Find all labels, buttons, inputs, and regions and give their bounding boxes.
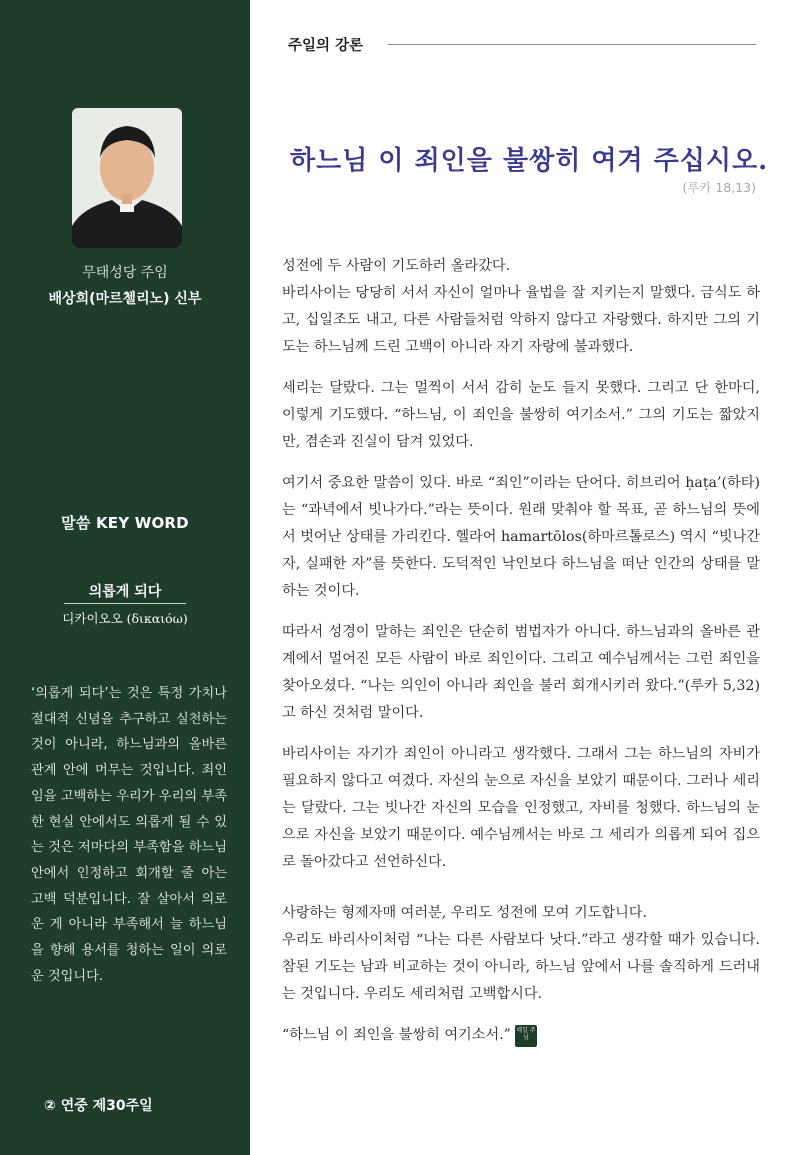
paragraph-1: 성전에 두 사람이 기도하러 올라갔다. 바리사이는 당당히 서서 자신이 얼마나 율법을 잘 지키는지 말했다. 금식도 하고, 십일조도 내고, 다른 사람들처럼 악하지 않다고 자랑했다. 하지만 그의 기도는 하느님께 드린 고백이 아니라 자기 자랑에 불과했다. (282, 258, 760, 355)
section-label: 주일의 강론 (288, 38, 364, 54)
sidebar (0, 0, 250, 1155)
paragraph-5: 바리사이는 자기가 죄인이 아니라고 생각했다. 그래서 그는 하느님의 자비가 필요하지 않다고 여겼다. 자신의 눈으로 자신을 보았기 때문이다. 그러나 세리는 달랐다. 그는 빗나간 자신의 모습을 인정했고, 자비를 청했다. 하느님의 눈으로 자신을 보았기 때문이다. 예수님께서는 바로 그 세리가 의롭게 되어 집으로 돌아갔다고 선언하신다. (282, 746, 760, 870)
paragraph-6: 사랑하는 형제자매 여러분, 우리도 성전에 모여 기도합니다. 우리도 바리사이처럼 “나는 다른 사람보다 낫다.”라고 생각할 때가 있습니다. 참된 기도는 남과 비교하는 것이 아니라, 하느님 앞에서 나를 솔직하게 드러내는 것입니다. 우리도 세리처럼 고백합시다. (282, 905, 760, 1002)
keyword-section-title: 말씀 KEY WORD (61, 514, 189, 532)
closing-line (282, 1022, 760, 1049)
title-reference: (루카 18,13) (682, 180, 756, 195)
header-divider (388, 44, 756, 45)
keyword-divider (64, 603, 186, 604)
paragraph-4: 따라서 성경이 말하는 죄인은 단순히 범법자가 아니다. 하느님과의 올바른 관계에서 멀어진 모든 사람이 바로 죄인이다. 그리고 예수님께서는 그런 죄인을 찾아오셨다. “나는 의인이 아니라 죄인을 불러 회개시키러 왔다.”(루카 5,32)고 하신 것처럼 말이다. (282, 624, 760, 721)
portrait-image (72, 108, 182, 248)
keyword-origin: 디카이오오 (δικαιόω) (62, 611, 188, 626)
page-title: 하느님 이 죄인을 불쌍히 여겨 주십시오. (290, 146, 769, 176)
keyword-explanation: ‘의롭게 되다’는 것은 특정 가치나 절대적 신념을 추구하고 실천하는 것이 아니라, 하느님과의 올바른 관계 안에 머무는 것입니다. 죄인임을 고백하는 우리가 우리의 부족한 현실 안에서도 의롭게 될 수 있는 것은 저마다의 부족함을 하느님 안에서 인정하고 회개할 줄 아는 고백 덕분입니다. 잘 살아서 의로운 게 아니라 부족해서 늘 하느님을 향해 용서를 청하는 일이 의로운 것입니다. (31, 686, 227, 984)
author-role: 무태성당 주임 (82, 265, 168, 281)
paragraph-2: 세리는 달랐다. 그는 멀찍이 서서 감히 눈도 들지 못했다. 그리고 단 한마디, 이렇게 기도했다. “하느님, 이 죄인을 불쌍히 여기소서.” 그의 기도는 짧았지만, 겸손과 진실이 담겨 있었다. (282, 380, 760, 450)
author-name: 배상희(마르첼리노) 신부 (48, 291, 202, 307)
sermon-body (282, 253, 760, 1049)
keyword-term: 의롭게 되다 (88, 584, 162, 600)
publisher-seal-icon: 매일 주님 (515, 1025, 537, 1047)
author-portrait (72, 108, 182, 248)
paragraph-3: 여기서 중요한 말씀이 있다. 바로 “죄인”이라는 단어다. 히브리어 ḥaṭa’(하타)는 “과녁에서 빗나가다.”라는 뜻이다. 원래 맞춰야 할 목표, 곧 하느님의 뜻에서 벗어난 상태를 가리킨다. 헬라어 hamartōlos(하마르톨로스) 역시 “빗나간 자, 실패한 자”를 뜻한다. 도덕적인 낙인보다 하느님을 떠난 인간의 상태를 말하는 것이다. (282, 475, 760, 599)
issue-label: ② 연중 제30주일 (44, 1098, 153, 1114)
closing-prayer: “하느님 이 죄인을 불쌍히 여기소서.” (282, 1027, 511, 1043)
